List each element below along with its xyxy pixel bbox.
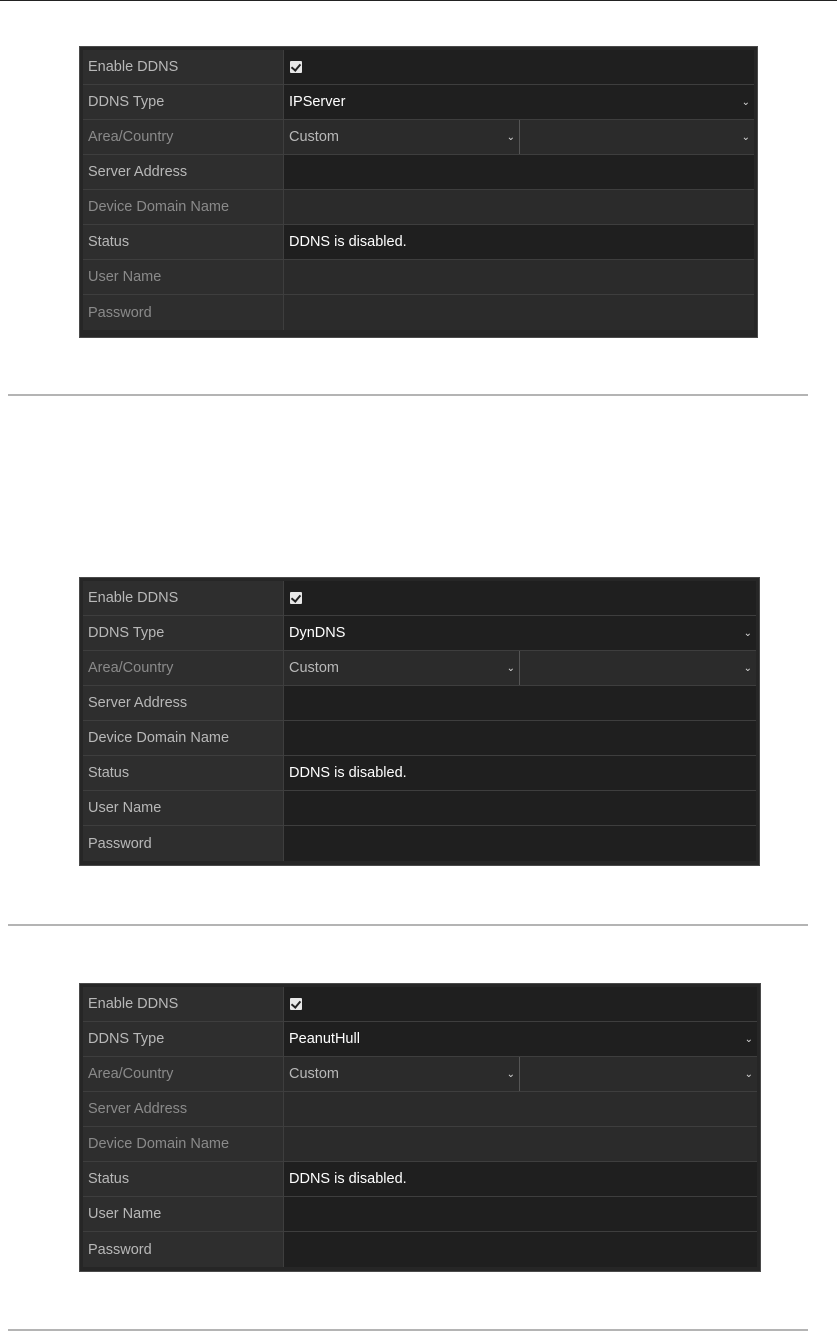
password-row [83, 1232, 757, 1267]
area-country-select[interactable] [284, 1057, 520, 1091]
user-name-input[interactable] [284, 791, 756, 825]
area-country-secondary-select[interactable] [520, 651, 756, 685]
area-country-value: Custom [289, 660, 339, 676]
server-address-label: Server Address [83, 686, 284, 720]
ddns-type-label: DDNS Type [83, 85, 284, 119]
enable-ddns-checkbox-icon[interactable] [290, 592, 302, 604]
enable-ddns-row [83, 581, 756, 616]
user-name-row [83, 1197, 757, 1232]
user-name-label: User Name [83, 260, 284, 294]
area-country-secondary-select[interactable] [520, 1057, 757, 1091]
chevron-down-icon: ⌄ [744, 1069, 753, 1080]
enable-ddns-checkbox-icon[interactable] [290, 998, 302, 1010]
ddns-type-select[interactable] [284, 85, 754, 119]
device-domain-row [83, 1127, 757, 1162]
enable-ddns-label: Enable DDNS [83, 581, 284, 615]
device-domain-input[interactable] [284, 721, 756, 755]
area-country-secondary-select[interactable] [520, 120, 754, 154]
server-address-input[interactable] [284, 155, 754, 189]
status-value: DDNS is disabled. [289, 765, 407, 781]
area-country-select[interactable] [284, 651, 520, 685]
device-domain-row [83, 190, 754, 225]
device-domain-input[interactable] [284, 1127, 757, 1161]
area-country-row [83, 120, 754, 155]
password-label: Password [83, 826, 284, 861]
enable-ddns-row [83, 987, 757, 1022]
user-name-label: User Name [83, 791, 284, 825]
status-row [83, 756, 756, 791]
status-row [83, 1162, 757, 1197]
user-name-label: User Name [83, 1197, 284, 1231]
server-address-input[interactable] [284, 686, 756, 720]
user-name-input[interactable] [284, 260, 754, 294]
area-country-label: Area/Country [83, 120, 284, 154]
enable-ddns-label: Enable DDNS [83, 987, 284, 1021]
server-address-label: Server Address [83, 1092, 284, 1126]
chevron-down-icon: ⌄ [506, 663, 515, 674]
area-country-value: Custom [289, 1066, 339, 1082]
area-country-row [83, 651, 756, 686]
enable-ddns-row [83, 50, 754, 85]
password-label: Password [83, 1232, 284, 1267]
chevron-down-icon: ⌄ [506, 1069, 515, 1080]
password-input[interactable] [284, 295, 754, 330]
server-address-input[interactable] [284, 1092, 757, 1126]
chevron-down-icon: ⌄ [744, 1034, 753, 1045]
password-input[interactable] [284, 826, 756, 861]
ddns-type-value: IPServer [289, 94, 346, 110]
area-country-value: Custom [289, 129, 339, 145]
status-label: Status [83, 1162, 284, 1196]
area-country-label: Area/Country [83, 651, 284, 685]
ddns-type-row [83, 616, 756, 651]
chevron-down-icon: ⌄ [741, 97, 750, 108]
status-value: DDNS is disabled. [289, 1171, 407, 1187]
ddns-type-value: DynDNS [289, 625, 346, 641]
server-address-row [83, 1092, 757, 1127]
device-domain-label: Device Domain Name [83, 190, 284, 224]
chevron-down-icon: ⌄ [743, 663, 752, 674]
server-address-row [83, 686, 756, 721]
chevron-down-icon: ⌄ [506, 132, 515, 143]
user-name-row [83, 260, 754, 295]
status-label: Status [83, 756, 284, 790]
enable-ddns-label: Enable DDNS [83, 50, 284, 84]
server-address-label: Server Address [83, 155, 284, 189]
area-country-select[interactable] [284, 120, 520, 154]
password-row [83, 826, 756, 861]
section-divider [8, 1329, 808, 1331]
status-row [83, 225, 754, 260]
ddns-settings-panel-peanuthull [79, 983, 761, 1272]
chevron-down-icon: ⌄ [743, 628, 752, 639]
status-label: Status [83, 225, 284, 259]
page-top-rule [0, 0, 837, 1]
ddns-type-value: PeanutHull [289, 1031, 360, 1047]
ddns-settings-panel-ipserver [79, 46, 758, 338]
chevron-down-icon: ⌄ [741, 132, 750, 143]
section-divider [8, 924, 808, 926]
device-domain-label: Device Domain Name [83, 721, 284, 755]
ddns-type-select[interactable] [284, 1022, 757, 1056]
area-country-label: Area/Country [83, 1057, 284, 1091]
ddns-type-row [83, 1022, 757, 1057]
device-domain-input[interactable] [284, 190, 754, 224]
password-label: Password [83, 295, 284, 330]
enable-ddns-checkbox-icon[interactable] [290, 61, 302, 73]
user-name-row [83, 791, 756, 826]
ddns-type-label: DDNS Type [83, 1022, 284, 1056]
section-divider [8, 394, 808, 396]
device-domain-label: Device Domain Name [83, 1127, 284, 1161]
device-domain-row [83, 721, 756, 756]
server-address-row [83, 155, 754, 190]
ddns-settings-panel-dyndns [79, 577, 760, 866]
ddns-type-row [83, 85, 754, 120]
password-input[interactable] [284, 1232, 757, 1267]
ddns-type-label: DDNS Type [83, 616, 284, 650]
password-row [83, 295, 754, 330]
user-name-input[interactable] [284, 1197, 757, 1231]
ddns-type-select[interactable] [284, 616, 756, 650]
status-value: DDNS is disabled. [289, 234, 407, 250]
area-country-row [83, 1057, 757, 1092]
